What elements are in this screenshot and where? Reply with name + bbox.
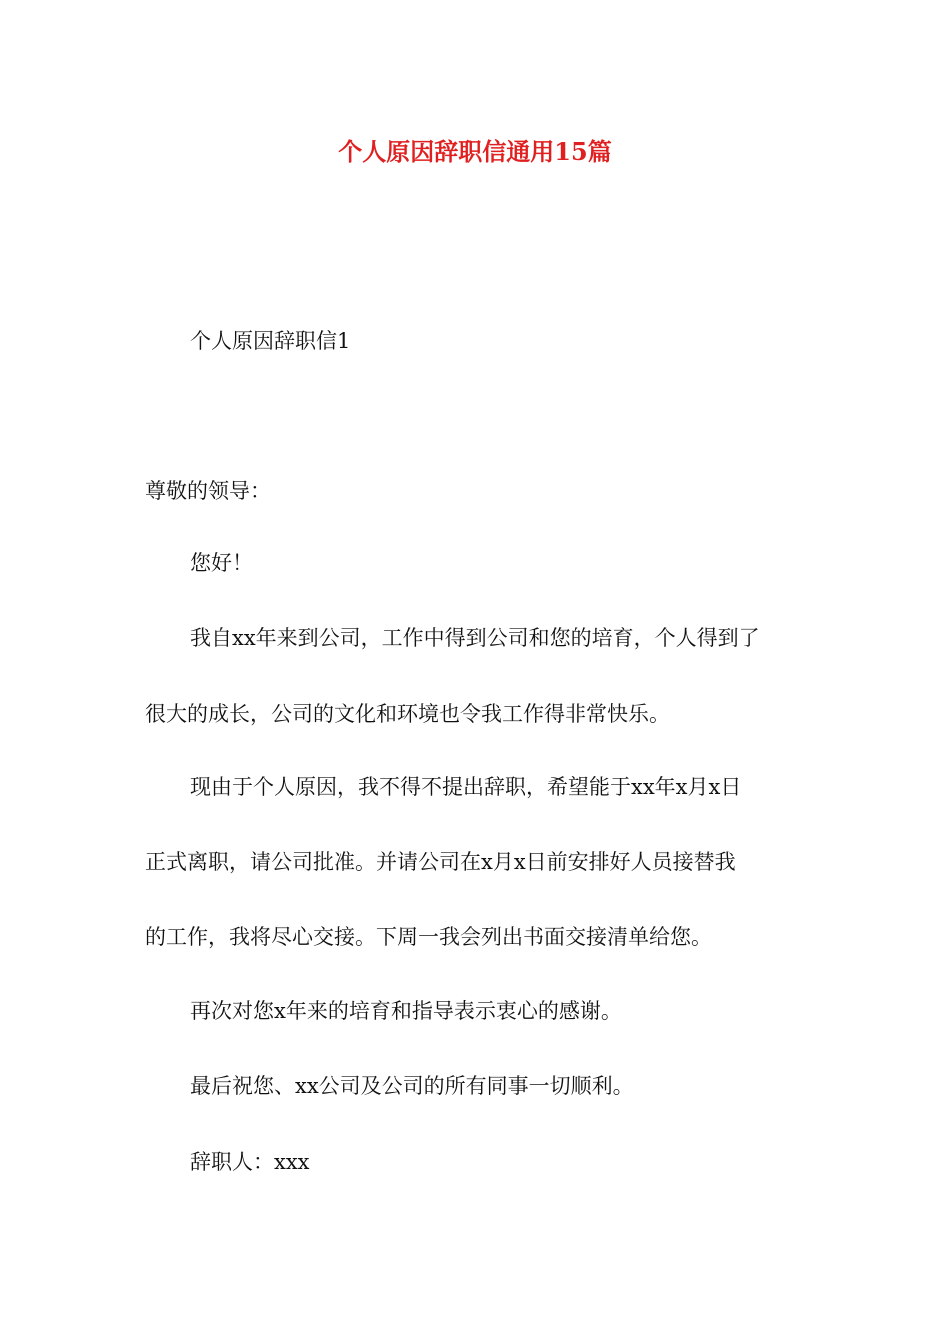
- paragraph2-line1: 现由于个人原因，我不得不提出辞职，希望能于xx年x月x日: [190, 775, 742, 799]
- paragraph3: 再次对您x年来的培育和指导表示衷心的感谢。: [190, 999, 622, 1023]
- document-title: 个人原因辞职信通用15篇: [338, 137, 612, 166]
- section-heading: 个人原因辞职信1: [190, 329, 351, 353]
- paragraph2-line2: 正式离职，请公司批准。并请公司在x月x日前安排好人员接替我: [145, 850, 736, 874]
- paragraph2-line3: 的工作，我将尽心交接。下周一我会列出书面交接清单给您。: [145, 925, 712, 949]
- greeting: 您好！: [190, 551, 253, 575]
- salutation: 尊敬的领导：: [145, 479, 271, 503]
- paragraph4: 最后祝您、xx公司及公司的所有同事一切顺利。: [190, 1074, 634, 1098]
- paragraph1-line2: 很大的成长，公司的文化和环境也令我工作得非常快乐。: [145, 702, 670, 726]
- signature: 辞职人：xxx: [190, 1150, 310, 1174]
- paragraph1-line1: 我自xx年来到公司，工作中得到公司和您的培育，个人得到了: [190, 626, 760, 650]
